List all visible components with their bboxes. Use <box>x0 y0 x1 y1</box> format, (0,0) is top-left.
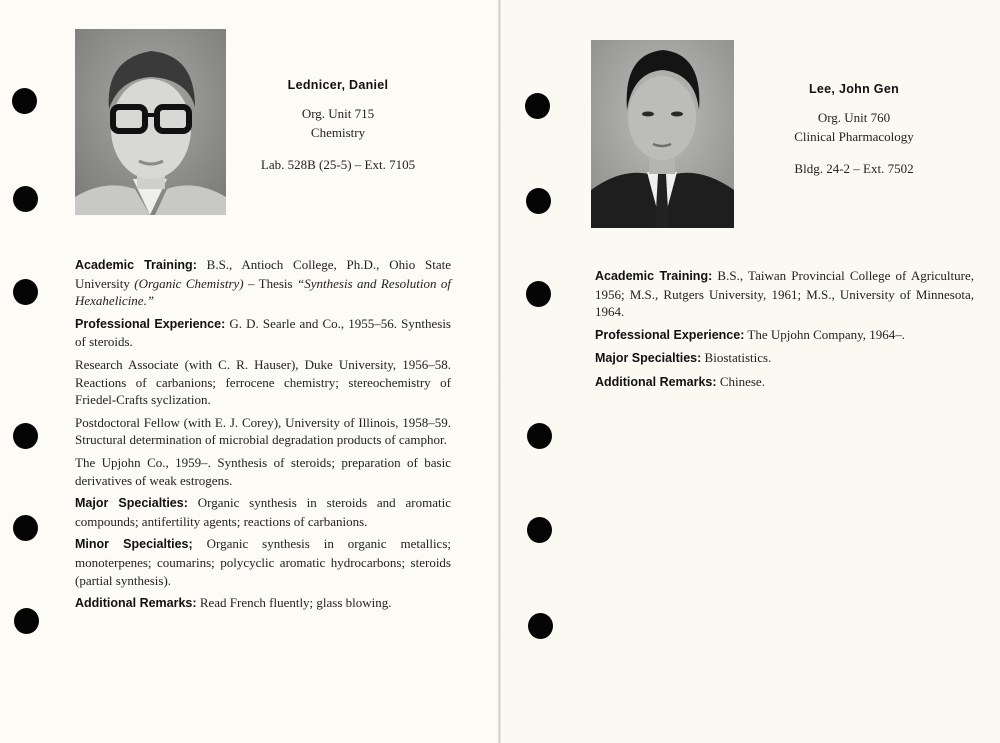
additional-remarks-label: Additional Remarks: <box>75 596 197 611</box>
minor-specialties-label: Minor Specialties; <box>75 537 193 552</box>
binder-hole <box>13 423 38 449</box>
major-specialties-text: Organic synthesis in steroids and aromatic compounds; antifertility agents; reactions of carbanions. <box>75 495 451 529</box>
additional-remarks-text: Read French fluently; glass blowing. <box>196 595 392 611</box>
binder-hole <box>14 608 39 634</box>
additional-remarks-text: Chinese. <box>716 373 765 389</box>
thesis-title: “Synthesis and Resolution of Hexahelicine.” <box>75 275 451 309</box>
binder-hole <box>525 93 550 119</box>
minor-specialties-text: Organic synthesis in organic metallics; monoterpenes; coumarins; polycyclic aromatic hydrocarbons; steroids (partial synthesis). <box>75 536 451 588</box>
additional-remarks <box>595 373 974 392</box>
academic-training-label: Academic Training: <box>75 258 197 272</box>
professional-experience-label: Professional Experience: <box>75 316 226 331</box>
professional-experience-label: Professional Experience: <box>595 327 745 342</box>
experience-entry: Research Associate (with C. R. Hauser), Duke University, 1956–58. Reactions of carbanions; ferrocene chemistry; stereochemistry of Friedel-Crafts syclization. <box>75 356 451 408</box>
academic-training-field: (Organic Chemistry) <box>134 275 244 291</box>
academic-training-text: B.S., Antioch College, Ph.D., Ohio State University <box>75 257 451 291</box>
professional-experience <box>75 315 451 351</box>
professional-experience-text: The Upjohn Company, 1964–. <box>744 326 906 342</box>
binder-hole <box>12 88 37 114</box>
binder-hole <box>13 279 38 305</box>
bio-right <box>595 267 974 397</box>
professional-experience <box>595 326 974 345</box>
minor-specialties <box>75 535 451 589</box>
header-left <box>238 78 438 174</box>
location: Bldg. 24-2 – Ext. 7502 <box>794 161 914 176</box>
major-specialties-label: Major Specialties: <box>75 496 188 511</box>
portrait-photo-lee <box>591 40 734 228</box>
academic-training <box>75 256 451 310</box>
binder-hole <box>526 281 551 307</box>
academic-training-label: Academic Training: <box>595 269 713 283</box>
major-specialties-label: Major Specialties: <box>595 351 702 366</box>
org-unit: Org. Unit 760 <box>817 110 891 125</box>
academic-training <box>595 267 974 321</box>
person-name: Lednicer, Daniel <box>287 78 389 92</box>
department: Clinical Pharmacology <box>794 129 914 144</box>
additional-remarks-label: Additional Remarks: <box>595 374 717 389</box>
additional-remarks <box>75 594 451 613</box>
binder-hole <box>13 515 38 541</box>
binder-hole <box>527 517 552 543</box>
page-gutter <box>498 0 501 743</box>
binder-hole <box>526 188 551 214</box>
professional-experience-text: G. D. Searle and Co., 1955–56. Synthesis of steroids. <box>75 315 451 350</box>
department: Chemistry <box>310 125 366 140</box>
header-right <box>754 82 954 178</box>
experience-entry: The Upjohn Co., 1959–. Synthesis of steroids; preparation of basic derivatives of weak estrogens. <box>75 454 451 488</box>
location: Lab. 528B (25-5) – Ext. 7105 <box>260 157 416 172</box>
major-specialties <box>595 349 974 368</box>
org-unit: Org. Unit 715 <box>301 106 375 121</box>
academic-training-dash: – Thesis <box>243 275 297 291</box>
major-specialties <box>75 494 451 530</box>
academic-training-text: B.S., Taiwan Provincial College of Agriculture, 1956; M.S., Rutgers University, 1961; M.S., University of Minnesota, 1964. <box>595 268 974 320</box>
person-name: Lee, John Gen <box>808 82 900 96</box>
binder-hole <box>13 186 38 212</box>
major-specialties-text: Biostatistics. <box>701 350 772 366</box>
portrait-photo-lednicer <box>75 29 226 215</box>
bio-left <box>75 256 451 618</box>
binder-hole <box>527 423 552 449</box>
binder-hole <box>528 613 553 639</box>
experience-entry: Postdoctoral Fellow (with E. J. Corey), University of Illinois, 1958–59. Structural determination of microbial degradation products of camphor. <box>75 414 451 448</box>
